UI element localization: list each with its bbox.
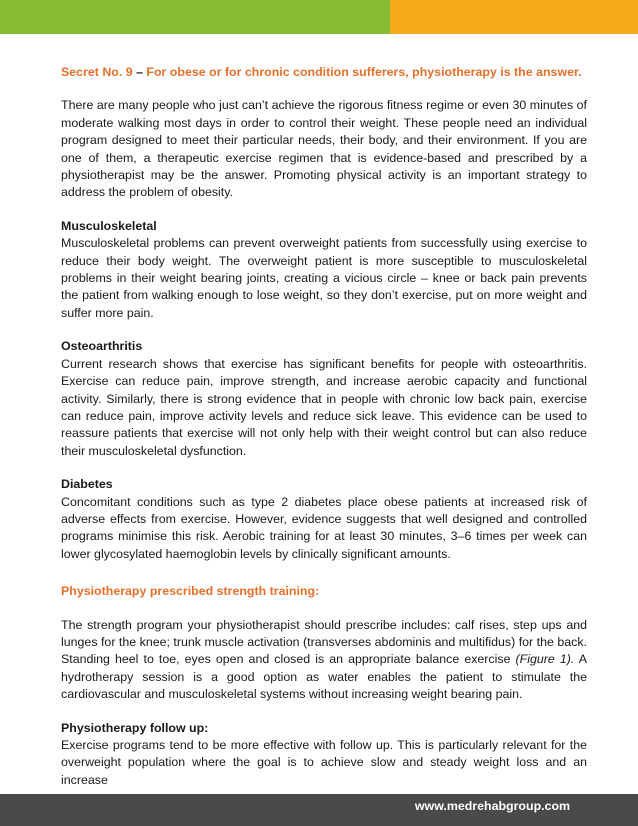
section-body-osteoarthritis: Current research shows that exercise has significant benefits for people with osteoarthritis. Exercise can reduce pain, improve strength, and increase aerobic capacity and functional activity. Similarly, there is strong evidence that in people with chronic low back pain, exercise can reduce pain, improve activity levels and reduce sick leave. This evidence can be used to reassure patients that exercise will not only help with their weight control but can also reduce their musculoskeletal dysfunction. — [61, 356, 587, 458]
header-green-bar — [0, 0, 390, 34]
footer-website-link[interactable]: www.medrehabgroup.com — [414, 799, 571, 813]
section-heading-osteoarthritis: Osteoarthritis — [61, 339, 143, 354]
secret-title: For obese or for chronic condition sufferers, physiotherapy is the answer. — [146, 65, 582, 79]
strength-training-body — [61, 617, 587, 704]
strength-body-before: The strength program your physiotherapist should prescribe includes: calf rises, step ups and lunges for the knee; trunk muscle activation (transverses abdominis and multifidus) for the back. Standing heel to toe, eyes open and closed is an appropriate balance exercise — [61, 617, 587, 667]
article-body — [61, 64, 587, 789]
secret-dash: – — [132, 65, 147, 79]
section-body-musculoskeletal: Musculoskeletal problems can prevent overweight patients from successfully using exercise to reduce their body weight. The overweight patient is more susceptible to musculoskeletal problems in their weight bearing joints, creating a vicious circle – knee or back pain prevents the patient from walking enough to lose weight, so they don’t exercise, put on more weight and suffer more pain. — [61, 236, 587, 320]
secret-number: Secret No. 9 — [61, 65, 133, 79]
intro-paragraph: There are many people who just can’t achieve the rigorous fitness regime or even 30 minutes of moderate walking most days in order to control their weight. These people need an individual program designed to meet their particular needs, their body, and their environment. If you are one of them, a therapeutic exercise regimen that is evidence-based and prescribed by a physiotherapist may be the answer. Promoting physical activity is an important strategy to address the problem of obesity. — [61, 98, 587, 200]
header-orange-bar — [390, 0, 638, 34]
figure-reference: (Figure 1). — [515, 652, 575, 667]
section-heading-musculoskeletal: Musculoskeletal — [61, 218, 157, 233]
section-body-diabetes: Concomitant conditions such as type 2 diabetes place obese patients at increased risk of adverse effects from exercise. However, evidence suggests that well designed and controlled programs minimise this risk. Aerobic training for at least 30 minutes, 3–6 times per week can lower glycosylated haemoglobin levels by clinically significant amounts. — [61, 494, 587, 561]
strength-training-heading: Physiotherapy prescribed strength training: — [61, 584, 320, 599]
section-heading-diabetes: Diabetes — [61, 477, 113, 492]
followup-body: Exercise programs tend to be more effective with follow up. This is particularly relevant for the overweight population where the goal is to achieve slow and steady weight loss and an increase — [61, 738, 587, 787]
followup-heading: Physiotherapy follow up: — [61, 720, 209, 735]
secret-heading — [61, 64, 587, 81]
strength-body-after: A hydrotherapy session is a good option as water enables the patient to stimulate the cardiovascular and musculoskeletal systems without increasing weight bearing pain. — [61, 652, 588, 702]
